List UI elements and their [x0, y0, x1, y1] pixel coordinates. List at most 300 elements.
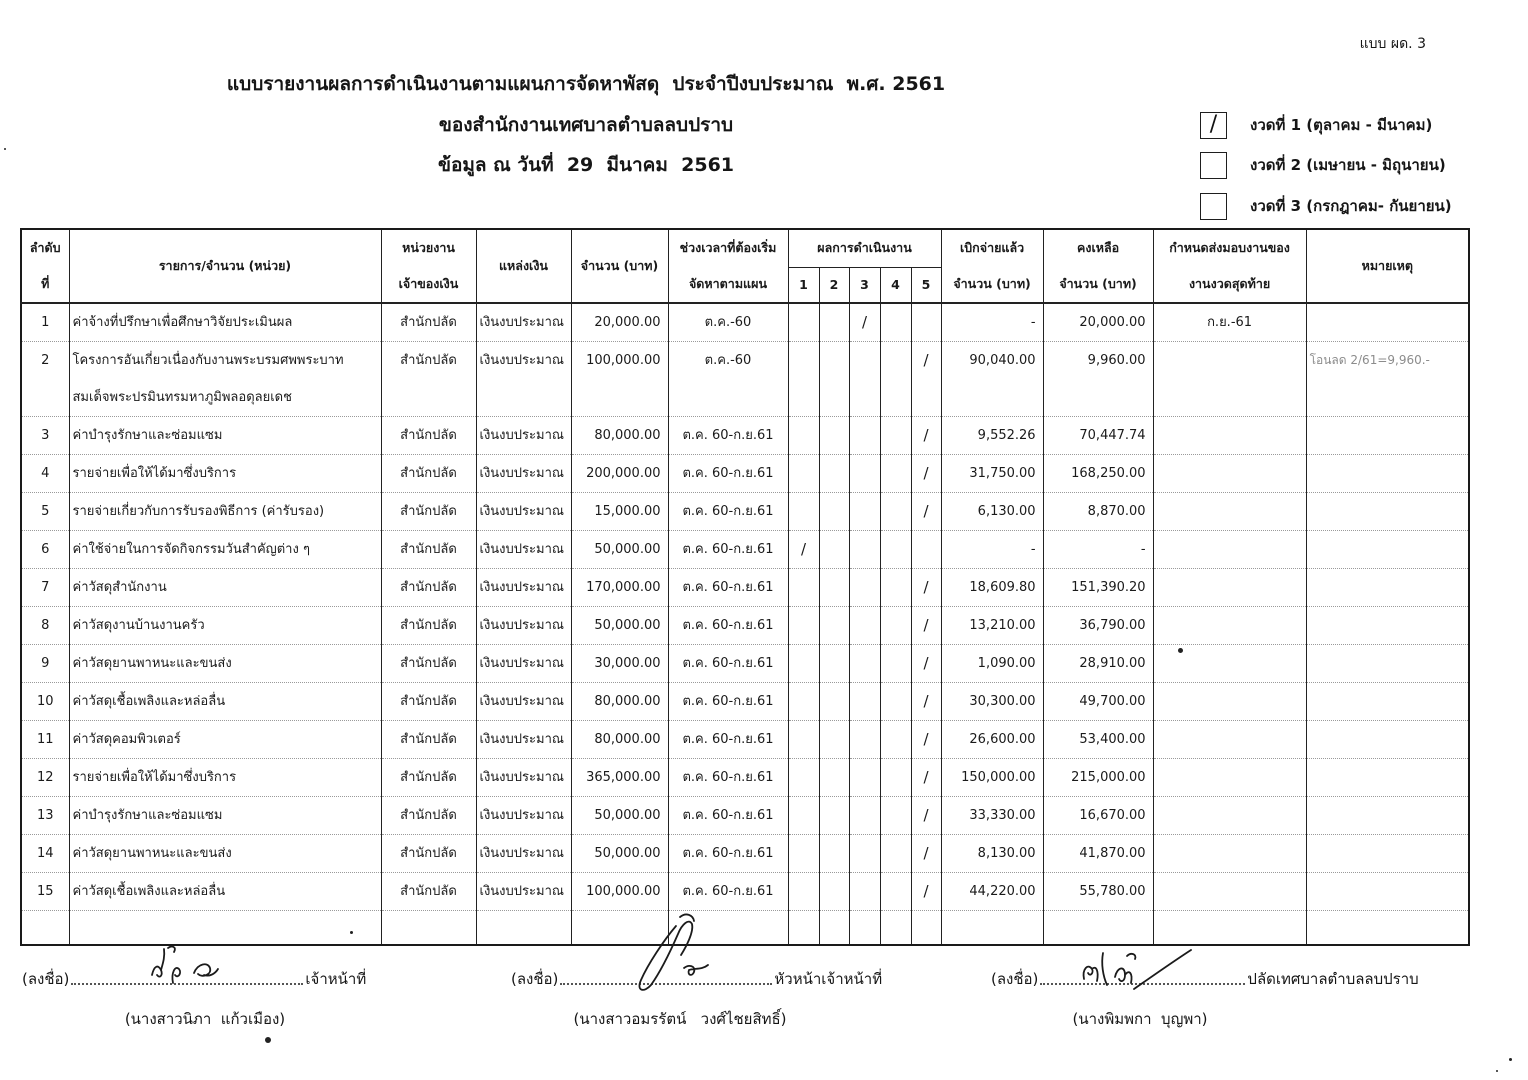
- budget-amount: 80,000.00: [571, 721, 668, 759]
- fund-source: เงินงบประมาณ: [476, 569, 571, 607]
- delivery-date: [1153, 493, 1306, 531]
- item-name: ค่าวัสดุงานบ้านงานครัว: [72, 618, 205, 633]
- fund-source: เงินงบประมาณ: [476, 797, 571, 835]
- progress-step-2-cell: [819, 835, 849, 873]
- progress-mark: /: [923, 844, 929, 862]
- procurement-period: ต.ค. 60-ก.ย.61: [668, 645, 788, 683]
- progress-step-1-cell: [788, 569, 819, 607]
- procurement-report-table: [20, 228, 1470, 946]
- progress-step-5-cell: [911, 607, 941, 645]
- header-source: แหล่งเงิน: [476, 229, 571, 303]
- budget-amount: 50,000.00: [571, 797, 668, 835]
- period-option-1: [1200, 111, 1432, 139]
- period-2-label: งวดที่ 2 (เมษายน - มิถุนายน): [1250, 156, 1446, 174]
- remaining-amount: 168,250.00: [1043, 455, 1153, 493]
- paid-amount: 6,130.00: [941, 493, 1043, 531]
- fund-source: เงินงบประมาณ: [476, 531, 571, 569]
- paid-amount: 1,090.00: [941, 645, 1043, 683]
- row-number: 6: [21, 531, 69, 569]
- period-1-label: งวดที่ 1 (ตุลาคม - มีนาคม): [1250, 116, 1433, 134]
- procurement-period: ต.ค. 60-ก.ย.61: [668, 493, 788, 531]
- progress-step-4-cell: [880, 455, 911, 493]
- row-number: 5: [21, 493, 69, 531]
- header-no-line-2: ที่: [41, 276, 50, 291]
- empty-cell: [1043, 911, 1153, 945]
- row-number: 3: [21, 417, 69, 455]
- table-row: [21, 569, 1469, 607]
- row-number: 8: [21, 607, 69, 645]
- remaining-amount: 70,447.74: [1043, 417, 1153, 455]
- owner-unit: สำนักปลัด: [381, 417, 476, 455]
- progress-step-1-cell: [788, 455, 819, 493]
- row-number: 11: [21, 721, 69, 759]
- table-row: [21, 797, 1469, 835]
- fund-source: เงินงบประมาณ: [476, 835, 571, 873]
- item-cell: [69, 569, 381, 607]
- fund-source: เงินงบประมาณ: [476, 417, 571, 455]
- handwritten-signature-3: [1074, 944, 1196, 994]
- budget-amount: 80,000.00: [571, 683, 668, 721]
- budget-amount: 30,000.00: [571, 645, 668, 683]
- row-note: [1306, 759, 1469, 797]
- delivery-date: [1153, 683, 1306, 721]
- item-name: ค่าวัสดุสำนักงาน: [72, 580, 167, 595]
- empty-cell: [911, 911, 941, 945]
- signature-role: ปลัดเทศบาลตำบลลบปราบ: [1247, 970, 1419, 988]
- procurement-period: ต.ค.-60: [668, 303, 788, 342]
- item-name: ค่าวัสดุยานพาหนะและขนส่ง: [72, 846, 232, 861]
- progress-step-1-cell: [788, 342, 819, 417]
- paid-amount: 44,220.00: [941, 873, 1043, 911]
- progress-step-2-cell: [819, 342, 849, 417]
- progress-step-1-cell: [788, 873, 819, 911]
- delivery-date: [1153, 721, 1306, 759]
- item-name: สมเด็จพระปรมินทรมหาภูมิพลอดุลยเดช: [72, 390, 292, 405]
- progress-step-5-cell: [911, 455, 941, 493]
- progress-step-2-cell: [819, 873, 849, 911]
- progress-step-3-cell: [849, 493, 880, 531]
- delivery-date: [1153, 342, 1306, 417]
- row-number: 10: [21, 683, 69, 721]
- header-owner-line-1: หน่วยงาน: [402, 240, 455, 255]
- table-row: [21, 645, 1469, 683]
- fund-source: เงินงบประมาณ: [476, 455, 571, 493]
- empty-cell: [69, 911, 381, 945]
- progress-step-4-cell: [880, 835, 911, 873]
- progress-step-1-cell: [788, 759, 819, 797]
- procurement-period: ต.ค. 60-ก.ย.61: [668, 569, 788, 607]
- delivery-date: [1153, 873, 1306, 911]
- progress-step-1-cell: [788, 607, 819, 645]
- check-mark-icon: /: [1209, 112, 1218, 137]
- progress-step-3-cell: [849, 873, 880, 911]
- procurement-period: ต.ค. 60-ก.ย.61: [668, 417, 788, 455]
- row-note: [1306, 607, 1469, 645]
- procurement-period: ต.ค. 60-ก.ย.61: [668, 607, 788, 645]
- paid-amount: 18,609.80: [941, 569, 1043, 607]
- fund-source: เงินงบประมาณ: [476, 683, 571, 721]
- progress-step-3-cell: [849, 797, 880, 835]
- remaining-amount: 53,400.00: [1043, 721, 1153, 759]
- item-cell: [69, 607, 381, 645]
- progress-step-2-cell: [819, 455, 849, 493]
- header-progress-step-1: 1: [788, 267, 819, 303]
- row-number: 12: [21, 759, 69, 797]
- row-note: [1306, 721, 1469, 759]
- progress-step-3-cell: [849, 607, 880, 645]
- delivery-date: [1153, 797, 1306, 835]
- progress-step-3-cell: [849, 569, 880, 607]
- header-delivery-line-1: กำหนดส่งมอบงานของ: [1169, 240, 1290, 255]
- report-title: แบบรายงานผลการดำเนินงานตามแผนการจัดหาพัสดุ ประจำปีงบประมาณ พ.ศ. 2561: [226, 73, 946, 95]
- header-progress: ผลการดำเนินงาน: [788, 229, 941, 267]
- progress-mark: /: [923, 464, 929, 482]
- progress-mark: /: [923, 616, 929, 634]
- remaining-amount: 28,910.00: [1043, 645, 1153, 683]
- empty-cell: [941, 911, 1043, 945]
- signature-prefix: (ลงชื่อ): [511, 970, 559, 988]
- paid-amount: 150,000.00: [941, 759, 1043, 797]
- progress-mark: /: [923, 768, 929, 786]
- form-code: แบบ ผด. 3: [1359, 36, 1426, 52]
- header-owner: [381, 229, 476, 303]
- empty-cell: [819, 911, 849, 945]
- progress-step-3-cell: [849, 455, 880, 493]
- period-1-checkbox: [1200, 112, 1227, 139]
- header-period-line-2: จัดหาตามแผน: [688, 276, 767, 291]
- period-option-2: [1200, 151, 1446, 179]
- fund-source: เงินงบประมาณ: [476, 721, 571, 759]
- header-no: [21, 229, 69, 303]
- item-cell: [69, 873, 381, 911]
- paid-amount: 31,750.00: [941, 455, 1043, 493]
- owner-unit: สำนักปลัด: [381, 873, 476, 911]
- progress-mark: /: [923, 351, 929, 369]
- period-2-checkbox: [1200, 152, 1227, 179]
- row-note: [1306, 683, 1469, 721]
- owner-unit: สำนักปลัด: [381, 721, 476, 759]
- owner-unit: สำนักปลัด: [381, 342, 476, 417]
- scan-speck: [1509, 1058, 1512, 1061]
- progress-step-1-cell: [788, 645, 819, 683]
- row-note: [1306, 531, 1469, 569]
- progress-step-3-cell: [849, 683, 880, 721]
- progress-step-2-cell: [819, 607, 849, 645]
- progress-step-2-cell: [819, 531, 849, 569]
- paid-amount: 90,040.00: [941, 342, 1043, 417]
- progress-mark: /: [923, 692, 929, 710]
- table-row: [21, 531, 1469, 569]
- budget-amount: 170,000.00: [571, 569, 668, 607]
- header-remaining-line-2: จำนวน (บาท): [1059, 276, 1137, 291]
- progress-mark: /: [923, 578, 929, 596]
- item-name: รายจ่ายเพื่อให้ได้มาซึ่งบริการ: [72, 466, 237, 481]
- procurement-period: ต.ค. 60-ก.ย.61: [668, 873, 788, 911]
- progress-mark: /: [861, 313, 868, 331]
- table-row: [21, 493, 1469, 531]
- row-number: 13: [21, 797, 69, 835]
- owner-unit: สำนักปลัด: [381, 303, 476, 342]
- delivery-date: [1153, 455, 1306, 493]
- fund-source: เงินงบประมาณ: [476, 493, 571, 531]
- period-option-3: [1200, 192, 1452, 220]
- remaining-amount: 55,780.00: [1043, 873, 1153, 911]
- row-number: 7: [21, 569, 69, 607]
- fund-source: เงินงบประมาณ: [476, 873, 571, 911]
- row-note: [1306, 873, 1469, 911]
- budget-amount: 200,000.00: [571, 455, 668, 493]
- remaining-amount: 151,390.20: [1043, 569, 1153, 607]
- fund-source: เงินงบประมาณ: [476, 342, 571, 417]
- progress-step-5-cell: [911, 493, 941, 531]
- progress-step-4-cell: [880, 303, 911, 342]
- paid-amount: 9,552.26: [941, 417, 1043, 455]
- progress-step-3-cell: [849, 645, 880, 683]
- report-office: ของสำนักงานเทศบาลตำบลลบปราบ: [438, 114, 734, 136]
- table-row: [21, 873, 1469, 911]
- item-name: โครงการอันเกี่ยวเนื่องกับงานพระบรมศพพระบาท: [72, 353, 344, 368]
- table-row: [21, 303, 1469, 342]
- procurement-period: ต.ค. 60-ก.ย.61: [668, 759, 788, 797]
- progress-step-3-cell: [849, 417, 880, 455]
- header-progress-step-2: 2: [819, 267, 849, 303]
- table-row: [21, 759, 1469, 797]
- row-note: [1306, 455, 1469, 493]
- empty-cell: [1306, 911, 1469, 945]
- progress-step-5-cell: [911, 797, 941, 835]
- owner-unit: สำนักปลัด: [381, 835, 476, 873]
- progress-step-1-cell: [788, 683, 819, 721]
- item-name: รายจ่ายเพื่อให้ได้มาซึ่งบริการ: [72, 770, 237, 785]
- signature-prefix: (ลงชื่อ): [22, 970, 70, 988]
- progress-step-2-cell: [819, 569, 849, 607]
- delivery-date: [1153, 569, 1306, 607]
- procurement-period: ต.ค. 60-ก.ย.61: [668, 835, 788, 873]
- budget-amount: 100,000.00: [571, 873, 668, 911]
- progress-step-1-cell: [788, 493, 819, 531]
- table-row: [21, 455, 1469, 493]
- progress-step-3-cell: [849, 759, 880, 797]
- header-owner-line-2: เจ้าของเงิน: [398, 276, 459, 291]
- paid-amount: 30,300.00: [941, 683, 1043, 721]
- remaining-amount: 8,870.00: [1043, 493, 1153, 531]
- remaining-amount: -: [1043, 531, 1153, 569]
- paid-amount: -: [941, 531, 1043, 569]
- item-name: รายจ่ายเกี่ยวกับการรับรองพิธีการ (ค่ารับรอง): [72, 504, 325, 519]
- period-3-label: งวดที่ 3 (กรกฎาคม- กันยายน): [1250, 197, 1452, 215]
- table-row: [21, 721, 1469, 759]
- progress-step-5-cell: [911, 303, 941, 342]
- table-row-blank: [21, 911, 1469, 945]
- progress-step-5-cell: [911, 721, 941, 759]
- signer-name-2: (นางสาวอมรรัตน์ วงศ์ไชยสิทธิ์): [573, 1010, 787, 1028]
- progress-step-3-cell: [849, 721, 880, 759]
- delivery-date: [1153, 759, 1306, 797]
- progress-step-3-cell: [849, 531, 880, 569]
- progress-step-1-cell: [788, 721, 819, 759]
- progress-step-2-cell: [819, 303, 849, 342]
- delivery-date: [1153, 645, 1306, 683]
- delivery-date: [1153, 835, 1306, 873]
- fund-source: เงินงบประมาณ: [476, 645, 571, 683]
- header-item: รายการ/จำนวน (หน่วย): [69, 229, 381, 303]
- signer-name-3: (นางพิมพกา บุญพา): [1072, 1010, 1208, 1028]
- delivery-date: ก.ย.-61: [1153, 303, 1306, 342]
- item-cell: [69, 835, 381, 873]
- table-row: [21, 417, 1469, 455]
- progress-step-4-cell: [880, 607, 911, 645]
- progress-step-4-cell: [880, 493, 911, 531]
- owner-unit: สำนักปลัด: [381, 645, 476, 683]
- progress-step-5-cell: [911, 835, 941, 873]
- owner-unit: สำนักปลัด: [381, 569, 476, 607]
- progress-step-1-cell: [788, 531, 819, 569]
- progress-step-2-cell: [819, 493, 849, 531]
- progress-step-5-cell: [911, 683, 941, 721]
- header-paid-line-1: เบิกจ่ายแล้ว: [959, 240, 1025, 255]
- scan-speck: [1178, 648, 1183, 653]
- scan-speck: [4, 148, 6, 150]
- row-note: [1306, 303, 1469, 342]
- item-name: ค่าวัสดุเชื้อเพลิงและหล่อลื่น: [72, 694, 226, 709]
- procurement-period: ต.ค. 60-ก.ย.61: [668, 531, 788, 569]
- progress-step-4-cell: [880, 873, 911, 911]
- progress-step-5-cell: [911, 645, 941, 683]
- paid-amount: 13,210.00: [941, 607, 1043, 645]
- progress-step-1-cell: [788, 797, 819, 835]
- owner-unit: สำนักปลัด: [381, 531, 476, 569]
- table-row: [21, 607, 1469, 645]
- scan-speck: [350, 931, 353, 934]
- progress-mark: /: [923, 502, 929, 520]
- owner-unit: สำนักปลัด: [381, 493, 476, 531]
- signature-line-municipal-clerk: [991, 968, 1419, 990]
- item-name: ค่าใช้จ่ายในการจัดกิจกรรมวันสำคัญต่าง ๆ: [72, 542, 310, 557]
- progress-step-5-cell: [911, 531, 941, 569]
- progress-step-1-cell: [788, 303, 819, 342]
- item-name: ค่าบำรุงรักษาและซ่อมแซม: [72, 428, 223, 443]
- fund-source: เงินงบประมาณ: [476, 759, 571, 797]
- progress-step-2-cell: [819, 759, 849, 797]
- paid-amount: 8,130.00: [941, 835, 1043, 873]
- row-note: โอนลด 2/61=9,960.-: [1306, 342, 1469, 417]
- budget-amount: 100,000.00: [571, 342, 668, 417]
- budget-amount: 50,000.00: [571, 835, 668, 873]
- remaining-amount: 49,700.00: [1043, 683, 1153, 721]
- row-number: 14: [21, 835, 69, 873]
- empty-cell: [476, 911, 571, 945]
- header-period: [668, 229, 788, 303]
- progress-mark: /: [923, 426, 929, 444]
- progress-step-5-cell: [911, 417, 941, 455]
- header-note: หมายเหตุ: [1306, 229, 1469, 303]
- budget-amount: 50,000.00: [571, 607, 668, 645]
- row-note: [1306, 569, 1469, 607]
- owner-unit: สำนักปลัด: [381, 455, 476, 493]
- item-name: ค่าวัสดุเชื้อเพลิงและหล่อลื่น: [72, 884, 226, 899]
- procurement-period: ต.ค. 60-ก.ย.61: [668, 797, 788, 835]
- header-progress-step-3: 3: [849, 267, 880, 303]
- budget-amount: 50,000.00: [571, 531, 668, 569]
- progress-step-3-cell: [849, 303, 880, 342]
- progress-mark: /: [800, 540, 807, 558]
- progress-step-1-cell: [788, 417, 819, 455]
- procurement-period: ต.ค. 60-ก.ย.61: [668, 683, 788, 721]
- remaining-amount: 36,790.00: [1043, 607, 1153, 645]
- owner-unit: สำนักปลัด: [381, 759, 476, 797]
- item-cell: [69, 417, 381, 455]
- procurement-period: ต.ค. 60-ก.ย.61: [668, 721, 788, 759]
- delivery-date: [1153, 417, 1306, 455]
- row-note: [1306, 645, 1469, 683]
- signer-name-1: (นางสาวนิภา แก้วเมือง): [124, 1010, 286, 1028]
- progress-step-4-cell: [880, 683, 911, 721]
- paid-amount: -: [941, 303, 1043, 342]
- table-row: [21, 835, 1469, 873]
- header-remaining: [1043, 229, 1153, 303]
- progress-step-4-cell: [880, 531, 911, 569]
- scan-speck: [1496, 1070, 1498, 1072]
- item-name: ค่าบำรุงรักษาและซ่อมแซม: [72, 808, 223, 823]
- progress-step-3-cell: [849, 342, 880, 417]
- progress-step-4-cell: [880, 417, 911, 455]
- empty-cell: [381, 911, 476, 945]
- remaining-amount: 41,870.00: [1043, 835, 1153, 873]
- row-number: 2: [21, 342, 69, 417]
- delivery-date: [1153, 531, 1306, 569]
- item-cell: [69, 645, 381, 683]
- item-cell: [69, 342, 381, 417]
- owner-unit: สำนักปลัด: [381, 797, 476, 835]
- row-number: 9: [21, 645, 69, 683]
- signature-role: หัวหน้าเจ้าหน้าที่: [774, 970, 883, 988]
- item-cell: [69, 303, 381, 342]
- item-name: ค่าวัสดุคอมพิวเตอร์: [72, 732, 181, 747]
- progress-step-1-cell: [788, 835, 819, 873]
- procurement-period: ต.ค.-60: [668, 342, 788, 417]
- procurement-period: ต.ค. 60-ก.ย.61: [668, 455, 788, 493]
- delivery-date: [1153, 607, 1306, 645]
- remaining-amount: 20,000.00: [1043, 303, 1153, 342]
- header-remaining-line-1: คงเหลือ: [1076, 240, 1120, 255]
- scan-speck: [265, 1037, 271, 1043]
- progress-step-2-cell: [819, 645, 849, 683]
- budget-amount: 15,000.00: [571, 493, 668, 531]
- progress-step-5-cell: [911, 759, 941, 797]
- item-cell: [69, 797, 381, 835]
- empty-cell: [788, 911, 819, 945]
- header-paid-line-2: จำนวน (บาท): [953, 276, 1031, 291]
- progress-mark: /: [923, 654, 929, 672]
- item-name: ค่าจ้างที่ปรึกษาเพื่อศึกษาวิจัยประเมินผล: [72, 315, 293, 330]
- item-cell: [69, 683, 381, 721]
- handwritten-signature-2: [626, 910, 718, 996]
- paid-amount: 26,600.00: [941, 721, 1043, 759]
- row-note: [1306, 835, 1469, 873]
- header-no-line-1: ลำดับ: [29, 240, 61, 255]
- empty-cell: [1153, 911, 1306, 945]
- row-number: 1: [21, 303, 69, 342]
- fund-source: เงินงบประมาณ: [476, 607, 571, 645]
- row-note: [1306, 417, 1469, 455]
- progress-step-4-cell: [880, 797, 911, 835]
- progress-step-5-cell: [911, 569, 941, 607]
- report-date: ข้อมูล ณ วันที่ 29 มีนาคม 2561: [437, 154, 735, 176]
- header-progress-step-4: 4: [880, 267, 911, 303]
- budget-amount: 365,000.00: [571, 759, 668, 797]
- row-note: [1306, 493, 1469, 531]
- table-header-row: [21, 229, 1469, 267]
